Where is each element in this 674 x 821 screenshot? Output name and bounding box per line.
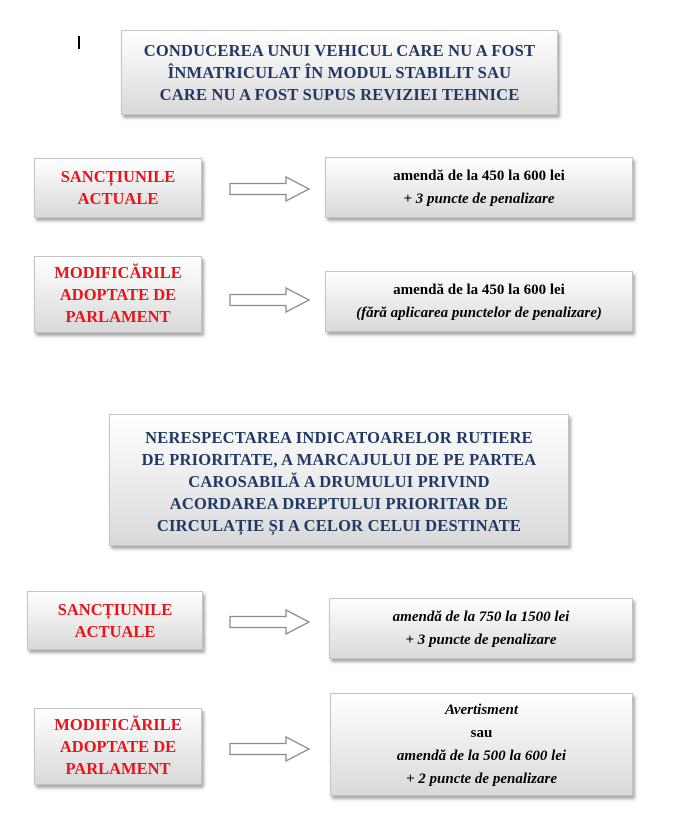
adopted-label-line: MODIFICĂRILE [54,262,182,282]
section2-current-sanction-box [329,598,633,659]
section2-title-line: DE PRIORITATE, A MARCAJULUI DE PE PARTEA [141,450,537,469]
section2-title-line: ACORDAREA DREPTULUI PRIORITAR DE [169,494,509,513]
current-label-line: ACTUALE [74,621,156,641]
adopted-label-line: PARLAMENT [65,306,171,326]
sanction-line: + 2 puncte de penalizare [405,770,558,787]
section2-current-label-box [27,591,203,650]
current-label-line: SANCȚIUNILE [60,167,176,186]
adopted-label-line: PARLAMENT [65,758,171,778]
right-arrow-icon [229,736,311,762]
sanction-line: amendă de la 450 la 600 lei [393,281,565,298]
section1-adopted-label-box [34,256,202,333]
text-cursor [78,36,80,49]
adopted-label-line: ADOPTATE DE [59,736,177,756]
adopted-label-line: MODIFICĂRILE [54,714,182,734]
section2-title-line: CAROSABILĂ A DRUMULUI PRIVIND [188,472,490,491]
section1-adopted-sanction-box [325,271,633,332]
section1-title-line: ÎNMATRICULAT ÎN MODUL STABILIT SAU [167,62,512,82]
right-arrow-icon [229,609,311,635]
sanction-line: sau [470,724,493,741]
section1-title-box [121,30,558,115]
current-label-line: SANCȚIUNILE [57,599,173,619]
current-label-line: ACTUALE [77,189,159,208]
sanction-line: amendă de la 450 la 600 lei [393,167,565,184]
sanction-line: + 3 puncte de penalizare [405,631,557,648]
sanction-line: amendă de la 750 la 1500 lei [392,608,570,625]
sanction-line: (fără aplicarea punctelor de penalizare) [356,304,602,321]
sanction-line: Avertisment [444,701,519,718]
right-arrow-icon [229,176,311,202]
section2-title-box [109,414,569,546]
section1-current-sanction-box [325,157,633,218]
adopted-label-line: ADOPTATE DE [59,284,177,304]
right-arrow-icon [229,287,311,313]
section2-title-line: NERESPECTAREA INDICATOARELOR RUTIERE [145,428,533,447]
section2-adopted-sanction-box [330,693,633,796]
sanction-line: + 3 puncte de penalizare [403,190,555,207]
section1-title-line: CONDUCEREA UNUI VEHICUL CARE NU A FOST [143,40,536,60]
section1-title-line: CARE NU A FOST SUPUS REVIZIEI TEHNICE [159,84,520,104]
section2-title-line: CIRCULAȚIE ȘI A CELOR CELUI DESTINATE [156,516,522,535]
sanction-line: amendă de la 500 la 600 lei [396,747,567,764]
section1-current-label-box [34,158,202,218]
section2-adopted-label-box [34,708,202,785]
